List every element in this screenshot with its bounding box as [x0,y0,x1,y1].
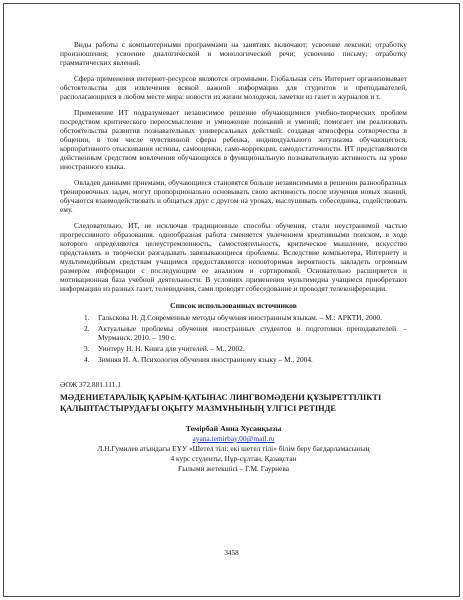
paragraph-1: Виды работы с компьютерными программами на занятиях включают: усвоение лексики; отработку произношения; усвоение диалогической и монологической речи; усвоению письму; отработку грамматических явлений. [60,40,407,67]
references-title: Список использованных источников [170,301,297,310]
author-email-link[interactable]: ayana.temirbay.00@mail.ru [192,434,275,443]
page-content [60,40,407,474]
reference-item [84,324,407,342]
paragraph-2: Сфера применения интернет-ресурсов являются огромными. Глобальная сеть Интернет организовывает обстоятельства для извлечения всякой важной информации для студентов и преподавателей, располагающихся в любом месте мира: новости из жизни молодежи, заметки из газет и журналов и т. [60,74,407,101]
reference-number: 3. [84,344,90,353]
author-student-info: 4 курс студенты, Нұр-сұлтан, Қазақстан [170,454,297,463]
article-title: МӘДЕНИЕТАРАЛЫҚ ҚАРЫМ-ҚАТЫНАС ЛИНГВОМӘДЕНИ ҚҰЗЫРЕТТІЛІКТІ ҚАЛЫПТАСТЫРУДАҒЫ ОҚЫТУ МАЗМҰНЫНЫҢ ҮЛГІСІ РЕТІНДЕ [60,393,382,413]
paragraph-5: Следовательно, ИТ, не исключая традиционные способы обучения, стали неустранимой частью прогрессивного образования. однообразная работа сменяется увлечением креативными поиском, в ходе которого определяются целеустремленность, самостоятельность, критическое мышление, искусство представлять и творчески разгадывать завязывающиеся проблемы. Вследствие компьютера, Интернету и мультимедийным средствам учащимся предоставляется неповторимая вероятность завладеть огромным размером информации с последующим ее анализом и сортировкой. Основательно расширяется и мотивационная база учебной деятельности. В условиях применения мультимедиа учащиеся приобретают информацию из разных газет, телевидения, сами проводят собеседование и проводят телеконференции. [60,221,407,293]
reference-text: Гальскова Н. Д.Современные методы обучения иностранным языкам. – М.: АРКТИ, 2000. [98,313,382,322]
references-list [60,313,407,364]
reference-item [84,355,407,364]
reference-text: Зимняя И. А. Психология обучения иностранному языку – М., 2004. [98,355,313,364]
reference-number: 2. [84,324,90,333]
paragraph-4: Овладев данными приемами, обучающиеся становятся больше независимыми в решении разнообразных тренировочных задач, могут пропорционально основывать свою активность после изучения новых знаний, обучаются взаимодействовать и общаться друг с другом на уроках, выслушивать собеседника, содействовать ему. [60,178,407,214]
author-supervisor: Ғылыми жетекшісі – Г.М. Гаурнева [177,464,290,473]
page-number: 3458 [224,549,239,557]
reference-number: 4. [84,355,90,364]
reference-text: Уинтеру Н. Н. Книга для учителей. – М., 2002. [98,344,245,353]
reference-item [84,344,407,353]
author-name: Темірбай Анна Хусанқызы [185,424,282,433]
udc-code: ӘОЖ 372.881.111.1 [60,380,121,389]
paragraph-3: Применение ИТ подразумевает независимое решение обучающимися учебно-творческих проблем посредством критического переосмысление и умножение познаний и умений; помогает им реализовать обстоятельства развития познавательных универсальных действий: создавая атмосферы сотворчества в общении, в том числе чувственной сферы ребенка, индивидуального энтузиазма обучающегося, корпоративного отыскивания истины, самооценки, само-коррекции, самодостаточности. ИТ представляются действенным средством вовлечения обучающихся в функциональную познавательную активность на уроке иностранного языка. [60,108,407,171]
author-affiliation: Л.Н.Гумилев атындағы ЕҰУ «Шетел тілі: екі шетел тілі» білім беру бағдарламасының [97,444,370,453]
reference-number: 1. [84,313,90,322]
reference-item [84,313,407,322]
reference-text: Актуальные проблемы обучения иностранных студентов и подготовки преподавателей. – Мурманск, 2010. – 190 с. [98,324,407,342]
